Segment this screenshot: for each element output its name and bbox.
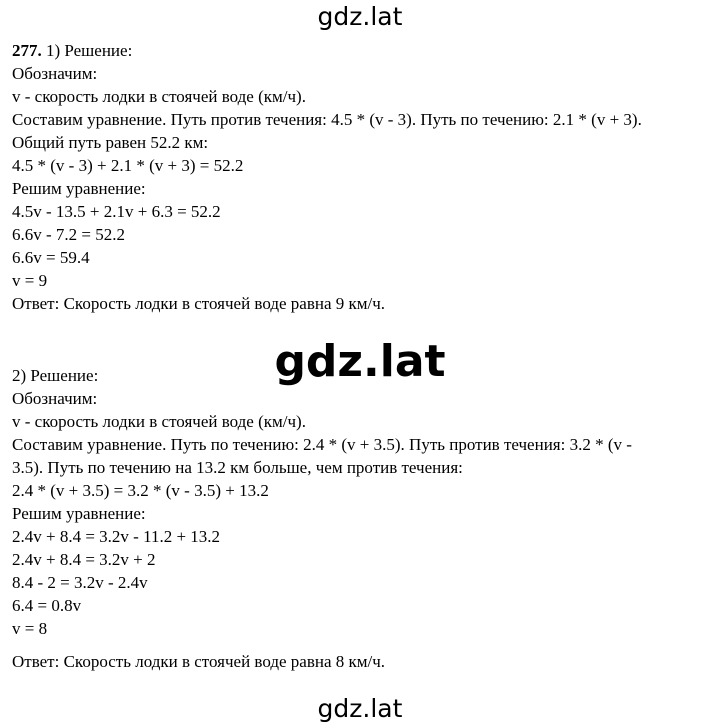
solution-part-1 [12, 39, 717, 315]
part1-line: Составим уравнение. Путь против течения: 4.5 * (v - 3). Путь по течению: 2.1 * (v + 3). [12, 110, 642, 129]
part1-line: v - скорость лодки в стоячей воде (км/ч). [12, 87, 306, 106]
problem-number: 277. [12, 41, 42, 60]
part2-line: Обозначим: [12, 389, 98, 408]
part1-equation: 6.6v - 7.2 = 52.2 [12, 225, 125, 244]
part2-line: v - скорость лодки в стоячей воде (км/ч). [12, 412, 306, 431]
part1-heading-line [12, 39, 717, 62]
watermark-middle: gdz.lat [274, 336, 446, 387]
part2-equation: 6.4 = 0.8v [12, 596, 82, 615]
part1-answer: Ответ: Скорость лодки в стоячей воде равна 9 км/ч. [12, 294, 386, 313]
part1-equation: v = 9 [12, 271, 48, 290]
watermark-top: gdz.lat [317, 2, 403, 31]
part2-line: Решим уравнение: [12, 504, 146, 523]
part1-equation: 4.5v - 13.5 + 2.1v + 6.3 = 52.2 [12, 202, 221, 221]
part2-equation: 2.4v + 8.4 = 3.2v + 2 [12, 550, 156, 569]
part2-equation: 8.4 - 2 = 3.2v - 2.4v [12, 573, 148, 592]
part1-equation: 4.5 * (v - 3) + 2.1 * (v + 3) = 52.2 [12, 156, 244, 175]
solution-part-2 [12, 364, 717, 673]
part2-equation: v = 8 [12, 619, 48, 638]
part1-line: Общий путь равен 52.2 км: [12, 133, 209, 152]
watermark-bottom: gdz.lat [317, 694, 403, 723]
part1-line: Решим уравнение: [12, 179, 146, 198]
part1-line: Обозначим: [12, 64, 98, 83]
part1-heading: 1) Решение: [41, 41, 133, 60]
part2-answer: Ответ: Скорость лодки в стоячей воде равна 8 км/ч. [12, 652, 386, 671]
part2-heading: 2) Решение: [12, 366, 99, 385]
part2-equation: 2.4v + 8.4 = 3.2v - 11.2 + 13.2 [12, 527, 221, 546]
spacer [12, 640, 717, 650]
part2-line: 3.5). Путь по течению на 13.2 км больше, чем против течения: [12, 458, 463, 477]
part2-line: Составим уравнение. Путь по течению: 2.4 * (v + 3.5). Путь против течения: 3.2 * (v - [12, 435, 632, 454]
part2-equation: 2.4 * (v + 3.5) = 3.2 * (v - 3.5) + 13.2 [12, 481, 269, 500]
part1-equation: 6.6v = 59.4 [12, 248, 90, 267]
